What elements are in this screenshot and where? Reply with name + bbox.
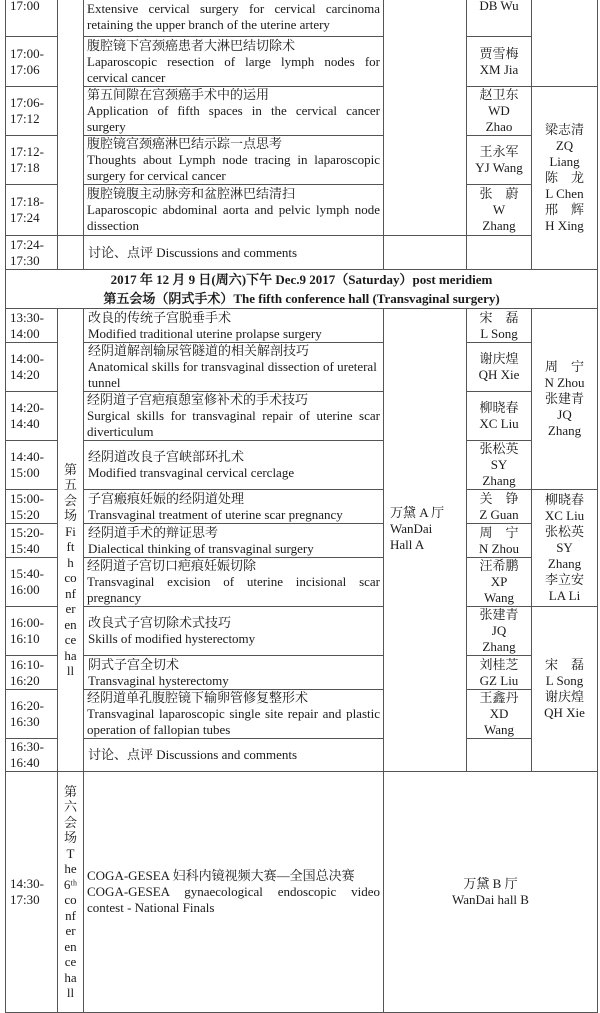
time-cell: 15:00- 15:20	[6, 490, 58, 524]
table-row	[6, 236, 598, 270]
venue-cell	[384, 236, 467, 270]
table-row	[6, 690, 598, 739]
hall-cell	[58, 0, 84, 236]
hall-label: 第 五 会 场 Fi ft h co nf er en ce ha ll	[58, 309, 84, 772]
time-cell: 17:12- 17:18	[6, 136, 58, 185]
time-cell: 16:00- 16:10	[6, 607, 58, 656]
speaker-cell: 张 蔚 W Zhang	[467, 185, 532, 236]
speaker-cell: 汪希鹏 XP Wang	[467, 558, 532, 607]
speaker-cell: 赵卫东 WD Zhao	[467, 87, 532, 136]
table-row	[6, 558, 598, 607]
table-row	[6, 136, 598, 185]
table-row	[6, 0, 598, 37]
table-row	[6, 739, 598, 772]
time-cell: 17:18- 17:24	[6, 185, 58, 236]
speaker-cell: 刘桂芝 GZ Liu	[467, 656, 532, 690]
time-cell: 13:30- 14:00	[6, 309, 58, 343]
venue-cell: 万黛 B 厅 WanDai hall B	[384, 772, 598, 1013]
time-cell: 15:20- 15:40	[6, 524, 58, 558]
session-header	[6, 270, 598, 309]
venue-cell	[384, 0, 467, 236]
time-cell: 14:40- 15:00	[6, 441, 58, 490]
speaker-cell: 周 宁 N Zhou	[467, 524, 532, 558]
time-cell: 16:30- 16:40	[6, 739, 58, 772]
speaker-cell: 张建青 JQ Zhang	[467, 607, 532, 656]
table-row	[6, 656, 598, 690]
hall-label: 第 六 会 场 T he 6ᵗʰ co nf er en ce ha ll	[58, 772, 84, 1013]
time-cell: 15:40- 16:00	[6, 558, 58, 607]
session-date: 2017 年 12 月 9 日(周六)下午 Dec.9 2017（Saturday）post meridiem	[110, 272, 493, 287]
schedule-table	[5, 0, 598, 1013]
venue-cell: 万黛 A 厅 WanDai Hall A	[384, 309, 467, 772]
topic-cell: 改良式子宫切除术式技巧 Skills of modified hysterectomy	[84, 607, 384, 656]
topic-cell: 经阴道单孔腹腔镜下输卵管修复整形术 Transvaginal laparoscopic single site repair and plastic operation of fallopian tubes	[84, 690, 384, 739]
speaker-cell: DB Wu	[467, 0, 532, 37]
table-row	[6, 607, 598, 656]
table-row	[6, 772, 598, 1013]
hall-cell	[58, 236, 84, 270]
time-cell: 14:00- 14:20	[6, 343, 58, 392]
table-row	[6, 490, 598, 524]
topic-cell: 阴式子宫全切术 Transvaginal hysterectomy	[84, 656, 384, 690]
topic-cell: 经阴道解剖输尿管隧道的相关解剖技巧 Anatomical skills for transvaginal dissection of ureteral tunnel	[84, 343, 384, 392]
table-row	[6, 87, 598, 136]
time-cell: 17:06- 17:12	[6, 87, 58, 136]
topic-cell: 经阴道手术的辩证思考 Dialectical thinking of transvaginal surgery	[84, 524, 384, 558]
table-row	[6, 343, 598, 392]
table-row	[6, 37, 598, 87]
topic-cell: COGA-GESEA 妇科内镜视频大赛—全国总决赛 COGA-GESEA gynaecological endoscopic video contest - National Finals	[84, 772, 384, 1013]
speaker-cell: 柳晓春 XC Liu	[467, 392, 532, 441]
speaker-cell: 王永军 YJ Wang	[467, 136, 532, 185]
chair-cell	[532, 0, 598, 87]
topic-cell: 腹腔镜下宫颈癌患者大淋巴结切除术 Laparoscopic resection of large lymph nodes for cervical cancer	[84, 37, 384, 87]
speaker-cell: 张松英 SY Zhang	[467, 441, 532, 490]
speaker-cell: 关 铮 Z Guan	[467, 490, 532, 524]
session-hall-title: 第五会场（阴式手术）The fifth conference hall (Transvaginal surgery)	[103, 291, 500, 306]
chair-cell: 梁志清 ZQ Liang 陈 龙 L Chen 邢 辉 H Xing	[532, 87, 598, 270]
speaker-cell: 贾雪梅 XM Jia	[467, 37, 532, 87]
topic-cell: 经阴道改良子宫峡部环扎术 Modified transvaginal cervical cerclage	[84, 441, 384, 490]
time-cell: 16:20- 16:30	[6, 690, 58, 739]
time-cell: 14:20- 14:40	[6, 392, 58, 441]
chair-cell: 柳晓春 XC Liu 张松英 SY Zhang 李立安 LA Li	[532, 490, 598, 607]
speaker-cell: 宋 磊 L Song	[467, 309, 532, 343]
topic-cell: 子宫瘢痕妊娠的经阴道处理 Transvaginal treatment of uterine scar pregnancy	[84, 490, 384, 524]
topic-cell: 经阴道子宫切口疤痕妊娠切除 Transvaginal excision of uterine incisional scar pregnancy	[84, 558, 384, 607]
speaker-cell	[467, 236, 532, 270]
speaker-cell: 王鑫丹 XD Wang	[467, 690, 532, 739]
table-row	[6, 524, 598, 558]
time-cell: 16:10- 16:20	[6, 656, 58, 690]
chair-cell: 周 宁 N Zhou 张建青 JQ Zhang	[532, 309, 598, 490]
topic-cell: 腹腔镜腹主动脉旁和盆腔淋巴结清扫 Laparoscopic abdominal aorta and pelvic lymph node dissection	[84, 185, 384, 236]
speaker-cell	[467, 739, 532, 772]
time-cell: 17:00	[6, 0, 58, 37]
topic-cell: 讨论、点评 Discussions and comments	[84, 236, 384, 270]
topic-cell: 讨论、点评 Discussions and comments	[84, 739, 384, 772]
time-cell: 14:30- 17:30	[6, 772, 58, 1013]
topic-cell: 改良的传统子宫脱垂手术 Modified traditional uterine prolapse surgery	[84, 309, 384, 343]
topic-cell: Extensive cervical surgery for cervical carcinoma retaining the upper branch of the uterine artery	[84, 0, 384, 37]
table-row	[6, 441, 598, 490]
time-cell: 17:24- 17:30	[6, 236, 58, 270]
table-row	[6, 392, 598, 441]
chair-cell: 宋 磊 L Song 谢庆煌 QH Xie	[532, 607, 598, 772]
table-row	[6, 309, 598, 343]
topic-cell: 腹腔镜宫颈癌淋巴结示踪一点思考 Thoughts about Lymph node tracing in laparoscopic surgery for cervical cancer	[84, 136, 384, 185]
table-row	[6, 185, 598, 236]
topic-cell: 经阴道子宫疤痕憩室修补术的手术技巧 Surgical skills for transvaginal repair of uterine scar diverticulum	[84, 392, 384, 441]
speaker-cell: 谢庆煌 QH Xie	[467, 343, 532, 392]
time-cell: 17:00- 17:06	[6, 37, 58, 87]
topic-cell: 第五间隙在宫颈癌手术中的运用 Application of fifth spaces in the cervical cancer surgery	[84, 87, 384, 136]
